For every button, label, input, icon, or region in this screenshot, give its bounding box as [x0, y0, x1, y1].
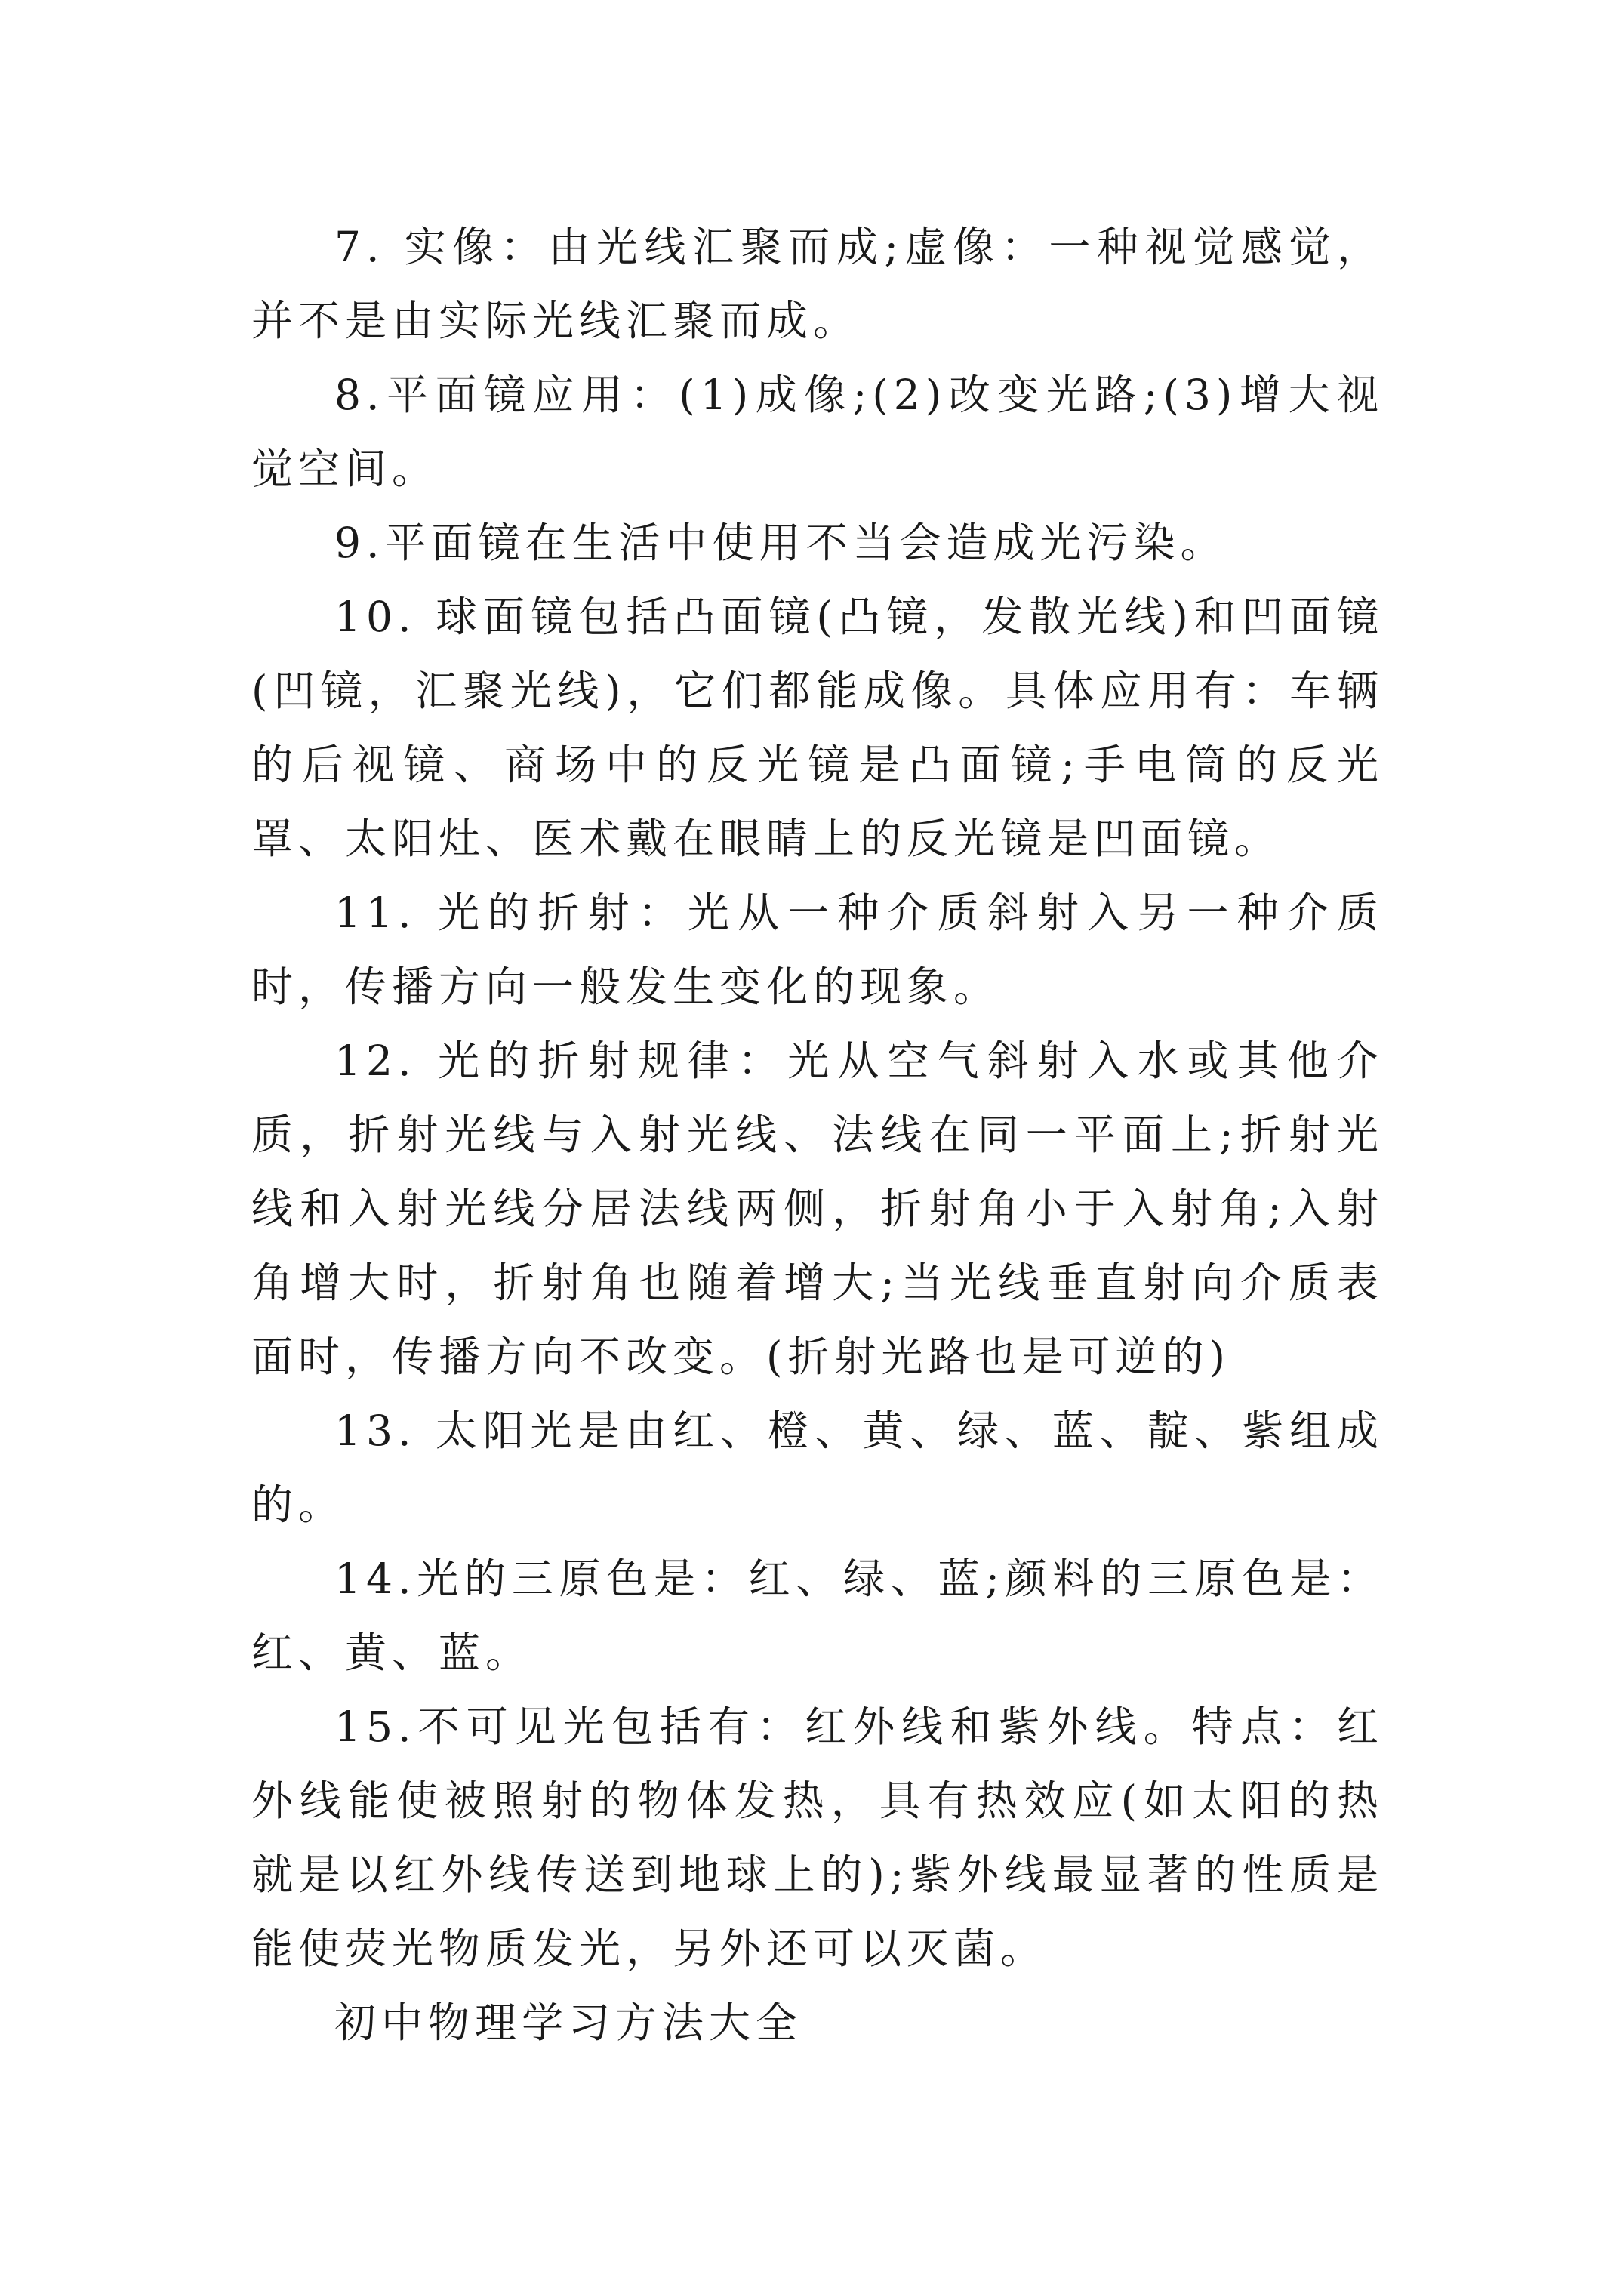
paragraph-11-refraction: 11. 光的折射：光从一种介质斜射入另一种介质时，传播方向一般发生变化的现象。	[251, 889, 1384, 1011]
section-heading-study-methods: 初中物理学习方法大全	[334, 1999, 803, 2047]
paragraph-7-real-virtual-image: 7. 实像：由光线汇聚而成;虚像：一种视觉感觉，并不是由实际光线汇聚而成。	[251, 223, 1384, 345]
paragraph-14-primary-colors: 14.光的三原色是：红、绿、蓝;颜料的三原色是：红、黄、蓝。	[251, 1555, 1384, 1677]
paragraph-15-invisible-light: 15.不可见光包括有：红外线和紫外线。特点：红外线能使被照射的物体发热，具有热效应(如太阳的热就是以红外线传送到地球上的);紫外线最显著的性质是能使荧光物质发光，另外还可以灭菌。	[251, 1703, 1384, 1973]
paragraph-12-refraction-law: 12. 光的折射规律：光从空气斜射入水或其他介质，折射光线与入射光线、法线在同一平面上;折射光线和入射光线分居法线两侧，折射角小于入射角;入射角增大时，折射角也随着增大;当光线垂直射向介质表面时，传播方向不改变。(折射光路也是可逆的)	[251, 1037, 1384, 1381]
paragraph-13-sunlight-spectrum: 13. 太阳光是由红、橙、黄、绿、蓝、靛、紫组成的。	[251, 1407, 1384, 1529]
paragraph-8-plane-mirror-uses: 8.平面镜应用：(1)成像;(2)改变光路;(3)增大视觉空间。	[251, 371, 1384, 493]
paragraph-10-spherical-mirrors: 10. 球面镜包括凸面镜(凸镜，发散光线)和凹面镜(凹镜，汇聚光线)，它们都能成像。具体应用有：车辆的后视镜、商场中的反光镜是凸面镜;手电筒的反光罩、太阳灶、医术戴在眼睛上的反光镜是凹面镜。	[251, 593, 1384, 863]
document-body	[251, 210, 1384, 2060]
paragraph-9-light-pollution: 9.平面镜在生活中使用不当会造成光污染。	[334, 519, 1227, 567]
